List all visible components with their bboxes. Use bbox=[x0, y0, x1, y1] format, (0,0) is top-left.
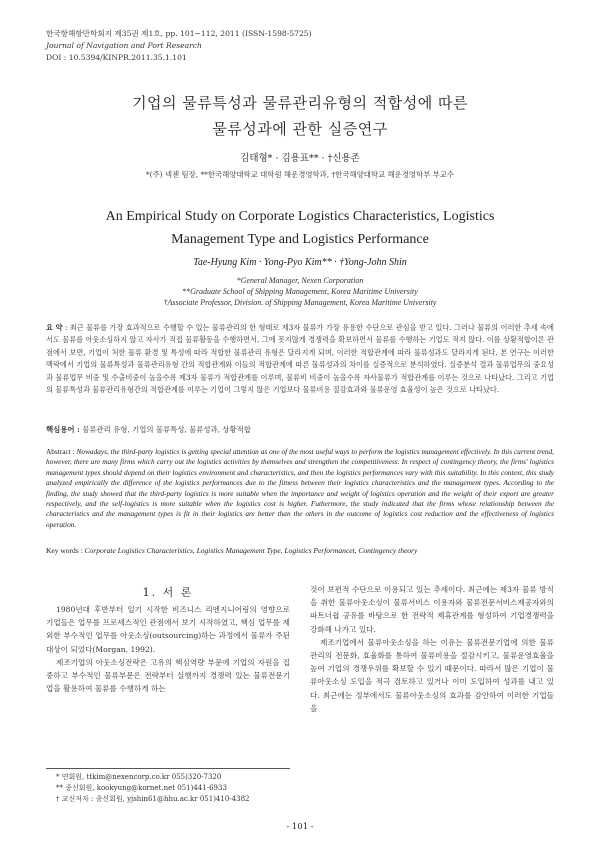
doi: DOI : 10.5394/KINPR.2011.35.1.101 bbox=[46, 53, 187, 62]
authors-english: Tae-Hyung Kim · Yong-Pyo Kim** · †Yong-John Shin bbox=[193, 257, 407, 268]
abstract-english bbox=[46, 447, 554, 530]
affiliation-english-line1: *General Manager, Nexen Corporation bbox=[236, 276, 364, 285]
paragraph: 제조기업의 아웃소싱전략은 고유의 핵심역량 부문에 기업의 자원을 집중하고 부수적인 물류부문은 전략부터 실행까지 경쟁력 있는 물류전문기업을 활용하여 물류를 수행하게 하는 bbox=[46, 657, 290, 694]
affiliation-english-line2: **Graduate School of Shipping Management, Korea Maritime University bbox=[182, 287, 418, 296]
footnote-divider bbox=[46, 768, 290, 769]
keywords-korean-value: 물류관리 유형, 기업의 물류특성, 물류성과, 상황적합 bbox=[79, 425, 251, 434]
page-number: - 101 - bbox=[286, 822, 314, 832]
footnote: * 연회원, ttkim@nexencorp.co.kr 055)320-7320 bbox=[56, 773, 222, 781]
affiliation-korean: *(주) 넥젠 팀장, **한국해양대학교 대학원 해운경영학과, †한국해양대학교 해운경영학부 부교수 bbox=[145, 170, 455, 179]
keywords-english-label: Key words : bbox=[46, 546, 83, 555]
footnote: ** 종신회원, kookyung@kornet.net 051)441-6933 bbox=[56, 784, 227, 792]
keywords-english bbox=[46, 546, 554, 555]
section-heading: 1. 서 론 bbox=[142, 586, 194, 599]
abstract-korean-label: 요 약 bbox=[46, 323, 63, 332]
title-korean bbox=[0, 90, 600, 142]
paragraph: 1980년대 후반부터 일기 시작한 비즈니스 리엔지니어링의 영향으로 기업들은 업무를 프로세스적인 관점에서 보기 시작하였고, 핵심 업무를 제외한 부수적인 업무를 아웃소싱(outsourcing)하는 과정에서 물류가 주된 대상이 되었다(Morgan, 1992). bbox=[46, 605, 290, 654]
journal-citation: 한국항해항만학회지 제35권 제1호, pp. 101~112, 2011 (ISSN-1598-5725) bbox=[46, 29, 312, 38]
body-column-right bbox=[310, 583, 554, 715]
abstract-korean-text: : 최근 물류를 가장 효과적으로 수행할 수 있는 물류관리의 한 형태로 제3자 물류가 가장 유용한 수단으로 관심을 받고 있다. 그러나 물류의 이러한 추세 속에서도 물류를 아웃소싱하지 않고 자사가 직접 물류활동을 수행하면서, 그에 못지않게 경쟁력을 확보하면서 물류를 수행하는 기업도 적지 않다. 이를 상황적합이론 관점에서 보면, 기업이 처한 물류 환경 및 특성에 따라 적합한 물류관리 유형은 달라지게 되며, 이러한 적합관계에 따라 물류성과도 달라지게 된다. 본 연구는 이러한 맥락에서 기업의 물류특성과 물류관리유형 간의 적합관계와 이들의 적합관계에 따른 물류성과의 차이를 실증적으로 분석하였다. 실증분석 결과 물류업무의 중요성과 물류업무 비중 및 수출비중이 높을수록 제3자 물류가 적합관계를 이루며, 물류비 비중이 높을수록 자사물류가 적합관계를 이루는 것으로 나타났다. 그리고 기업의 물류특성과 물류관리유형간의 적합관계를 이루는 기업이 그렇지 않은 기업보다 물류비용 절감효과와 물류운영 효율성이 높은 것으로 나타났다. bbox=[46, 323, 554, 395]
footnotes bbox=[56, 772, 249, 805]
body-column-left bbox=[46, 603, 290, 695]
title-korean-line1: 기업의 물류특성과 물류관리유형의 적합성에 따른 bbox=[132, 94, 468, 112]
keywords-korean-label: 핵심용어 : bbox=[46, 425, 80, 434]
affiliation-english-line3: †Associate Professor, Division. of Shipping Management, Korea Maritime University bbox=[163, 298, 437, 307]
abstract-korean bbox=[46, 322, 554, 396]
abstract-english-text: Nowadays, the third-party logistics is getting special attention as one of the most useful ways to perform the logistics management effectively. In this current trend, however, there are many firms which carry out the logistics activities by themselves and strengthen the competitiveness. In respect of contingency theory, the firms' logistics management types should depend on their logistics environment and characteristics, and then the logistics performances vary with this suitability. In this context, this study analyzed empirically the difference of the logistics performances due to the fitness between their logistics characteristics and the management types. According to the finding, the study showed that the third-party logistics is more suitable when the importance and weight of logistics operation and the weight of their export are greater respectively, and the self-logistics is more suitable when the logistics cost is higher. Futhermore, the study indicated that the firms whose relationship between the characteristics and the management types is fit in their logistics are better than the others in the outcome of logistics cost reduction and the effectiveness of logistics operation. bbox=[46, 447, 555, 529]
title-english bbox=[60, 205, 540, 251]
paragraph: 것이 보편적 수단으로 이용되고 있는 추세이다. 최근에는 제3자 물류 방식을 취한 물류아웃소싱이 물류서비스 이용자와 물류전문서비스제공자와의 파트너쉽 공유를 바탕으로 한 전략적 제휴관계를 형성하여 기업경쟁력을 강화해 나가고 있다. bbox=[310, 585, 554, 634]
footnote: † 교신저자 : 종신회원, yjshin61@hhu.ac.kr 051)410-4382 bbox=[56, 795, 250, 803]
journal-header bbox=[46, 28, 312, 64]
affiliation-english bbox=[0, 275, 600, 308]
keywords-korean bbox=[46, 424, 554, 435]
keywords-english-value: Corporate Logistics Characteristics, Logistics Management Type, Logistics Performancet, Contingency theory bbox=[82, 546, 418, 555]
authors-korean: 김태형* · 김용표** · †신용존 bbox=[240, 153, 360, 164]
paragraph: 제조기업에서 물류아웃소싱을 하는 이유는 물류전문기업에 의한 물류관리의 전문화, 효율화를 통하여 물류비용을 절감시키고, 물류운영효율을 높여 기업의 경쟁우위를 확보할 수 있기 때문이다. 따라서 많은 기업이 물류아웃소싱 도입을 적극 검토하고 있거나 이미 도입하여 성과를 내고 있다. 최근에는 정부에서도 물류아웃소싱의 효과를 감안하여 이러한 기업들을 bbox=[310, 637, 554, 713]
abstract-english-label: Abstract : bbox=[46, 447, 75, 456]
title-english-line2: Management Type and Logistics Performance bbox=[171, 232, 429, 247]
journal-name: Journal of Navigation and Port Research bbox=[46, 41, 202, 50]
title-korean-line2: 물류성과에 관한 실증연구 bbox=[212, 120, 388, 138]
title-english-line1: An Empirical Study on Corporate Logistics Characteristics, Logistics bbox=[105, 209, 495, 224]
